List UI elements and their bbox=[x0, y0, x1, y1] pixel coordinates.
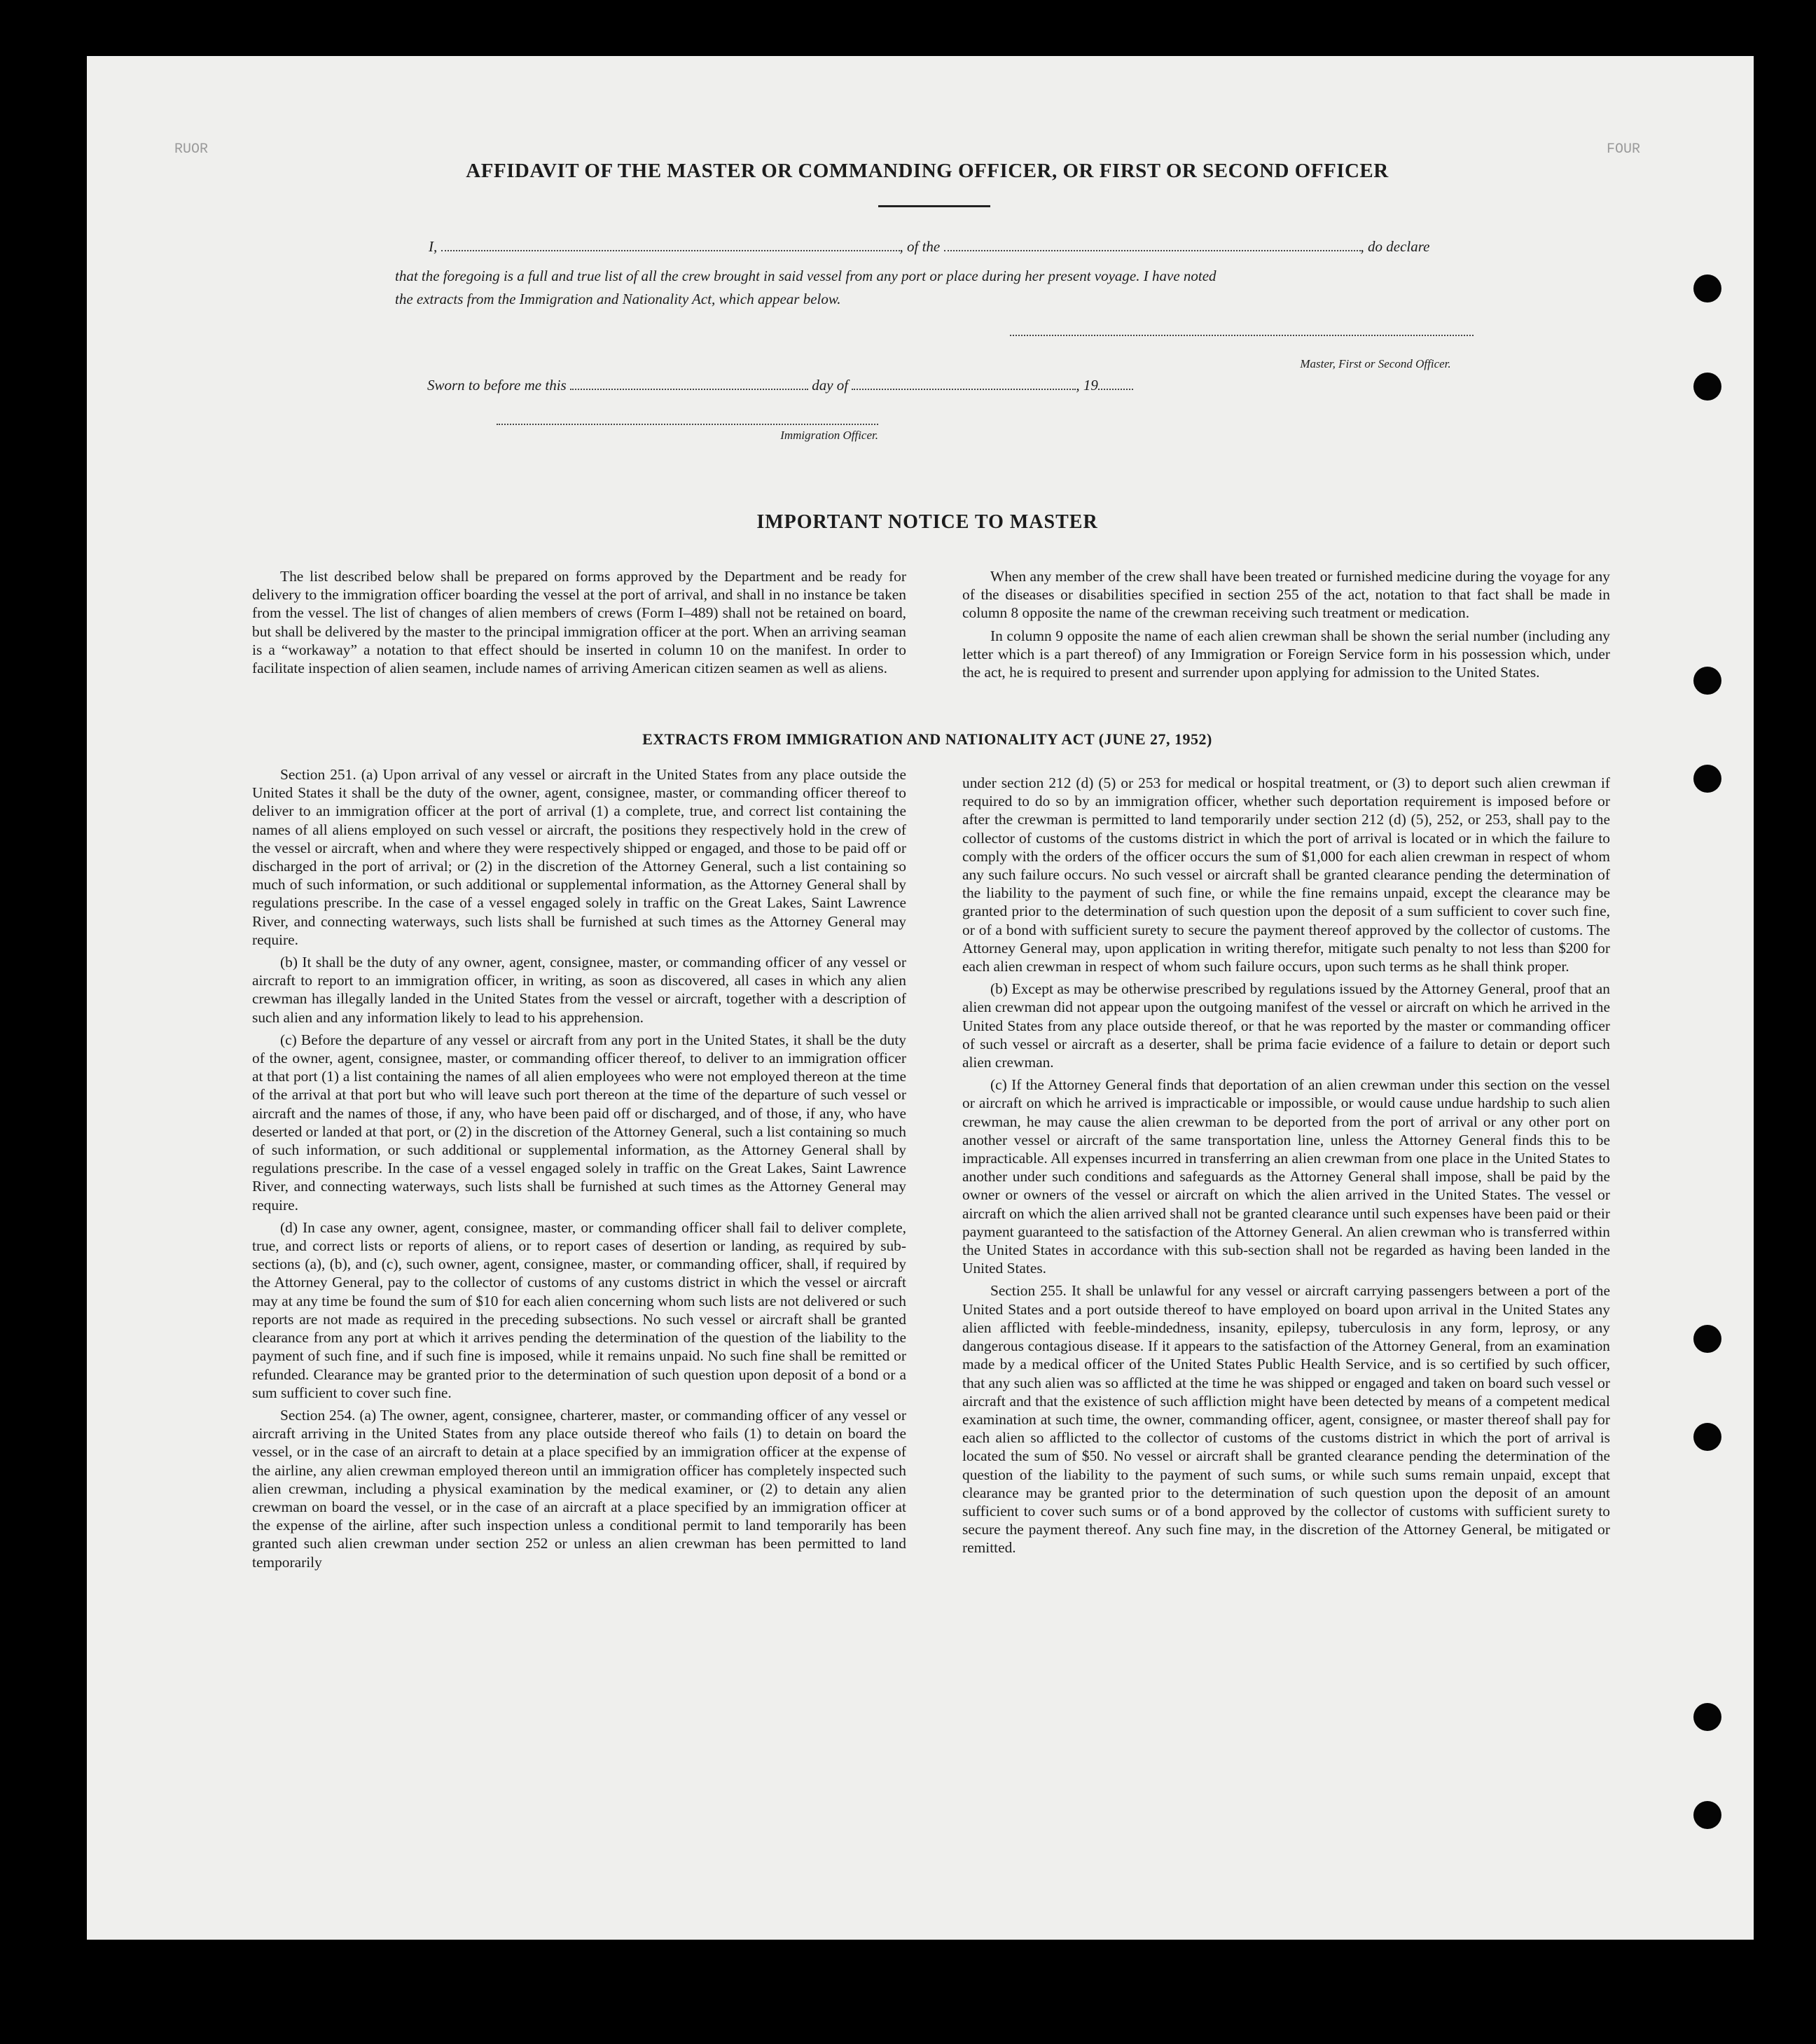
document-page bbox=[87, 56, 1754, 1940]
extracts-title: EXTRACTS FROM IMMIGRATION AND NATIONALITY ACT (JUNE 27, 1952) bbox=[642, 730, 1212, 748]
notice-title: IMPORTANT NOTICE TO MASTER bbox=[756, 511, 1098, 533]
section-254-c: (c) If the Attorney General finds that deportation of an alien crewman under this section on the vessel or aircraft on which he arrived is impracticable or impossible, or would cause undue hardship to such alien crewman, he may cause the alien crewman to be deported from the port of arrival or any other port on another vessel or aircraft of the same transportation line, unless the Attorney General finds this to be impracticable. All expenses incurred in transferring an alien crewman from one place in the United States to another under such conditions and safeguards as the Attorney General shall impose, shall be paid by the owner or owners of the vessel or aircraft on which the alien arrived in the United States. The vessel or aircraft on which the alien arrived shall not be granted clearance until such expenses have been paid or their payment guaranteed to the satisfaction of the Attorney General. An alien crewman who is transferred within the United States in accordance with this sub-section shall not be regarded as having been landed in the United States. bbox=[962, 1076, 1610, 1277]
notice-right-paragraph-1: When any member of the crew shall have been treated or furnished medicine during the voyage for any of the diseases or disabilities specified in section 255 of the act, notation to that fact shall be made in column 8 opposite the name of the crewman receiving such treatment or medication. bbox=[962, 568, 1610, 622]
affidavit-i-label: I, bbox=[429, 238, 438, 255]
section-254-b: (b) Except as may be otherwise prescribed by regulations issued by the Attorney General, proof that an alien crewman did not appear upon the outgoing manifest of the vessel or aircraft on which he arrived in the United States from any place outside thereof, or that he was reported by the master or commanding officer of such vessel or aircraft as a deserter, shall be prima facie evidence of a failure to detain or deport such alien crewman. bbox=[962, 980, 1610, 1071]
binder-hole bbox=[1693, 1801, 1721, 1829]
binder-hole bbox=[1693, 274, 1721, 303]
notice-left-paragraph: The list described below shall be prepared on forms approved by the Department and be ready for delivery to the immigration officer boarding the vessel at the port of arrival, and shall in no instance be taken from the vessel. The list of changes of alien members of crews (Form I–489) shall not be retained on board, but shall be delivered by the master to the principal immigration officer at the port. When an arriving seaman is a “workaway” a notation to that effect should be inserted in column 10 on the manifest. In order to facilitate inspection of alien seamen, include names of arriving American citizen seamen as well as aliens. bbox=[252, 568, 906, 677]
extracts-right-column bbox=[962, 774, 1610, 1562]
vessel-field[interactable] bbox=[944, 250, 1361, 251]
binder-hole bbox=[1693, 1423, 1721, 1451]
sworn-date-field[interactable] bbox=[570, 389, 808, 390]
section-251-c: (c) Before the departure of any vessel or aircraft from any port in the United States, it shall be the duty of the owner, agent, consignee, master, or commanding officer thereof, to deliver to an immigration officer at that port (1) a list containing the names of all alien employees who were not employed thereon at the time of the arrival at that port but who will leave such port thereon at the time of the departure of such vessel or aircraft and the names of those, if any, who have been paid off or discharged, and of those, if any, who have deserted or landed at that port, or (2) in the discretion of the Attorney General, such a list containing so much of such information, or such additional or supplemental information, as the Attorney General shall by regulations prescribe. In the case of a vessel engaged solely in traffic on the Great Lakes, Saint Lawrence River, and connecting waterways, such lists shall be furnished at such times as the Attorney General may require. bbox=[252, 1031, 906, 1214]
sworn-label: Sworn to before me this bbox=[427, 377, 567, 394]
month-field[interactable] bbox=[852, 389, 1076, 390]
title-underline bbox=[878, 205, 990, 207]
notice-right-paragraph-2: In column 9 opposite the name of each alien crewman shall be shown the serial number (including any letter which is a part thereof) of any Immigration or Foreign Service form in his possession which, under the act, he is required to present and surrender upon applying for admission to the United States. bbox=[962, 627, 1610, 681]
affidavit-title: AFFIDAVIT OF THE MASTER OR COMMANDING OFFICER, OR FIRST OR SECOND OFFICER bbox=[466, 160, 1389, 182]
affidavit-statement-1: that the foregoing is a full and true list of all the crew brought in said vessel from any port or place during her present voyage. I have noted bbox=[395, 267, 1217, 284]
binder-hole bbox=[1693, 1325, 1721, 1353]
day-of-label: day of bbox=[812, 377, 849, 394]
year-prefix: , 19 bbox=[1076, 377, 1098, 394]
bleedthrough-left: RUOR bbox=[174, 141, 209, 158]
section-255: Section 255. It shall be unlawful for any vessel or aircraft carrying passengers between a port of the United States and a port outside thereof to have employed on board upon arrival in the United States any alien afflicted with feeble-mindedness, insanity, epilepsy, tuberculosis in any form, leprosy, or any dangerous contagious disease. If it appears to the satisfaction of the Attorney General, from an examination made by a medical officer of the United States Public Health Service, and is so certified by such officer, that any such alien was so afflicted at the time he was shipped or engaged and taken on board such vessel or aircraft and that the existence of such affliction might have been detected by means of a competent medical examination at such time, the owner, commanding officer, agent, consignee, or master thereof shall pay for each alien so afflicted to the collector of customs of the customs district in which the port of arrival is located the sum of $50. No vessel or aircraft shall be granted clearance pending the determination of the question of the liability to the payment of such sums, or while such sums remain unpaid, except that clearance may be granted prior to the determination of such question upon the deposit of an amount sufficient to cover such sums or of a bond approved by the collector of customs with sufficient surety to secure the payment thereof. Any such fine may, in the discretion of the Attorney General, be mitigated or remitted. bbox=[962, 1282, 1610, 1557]
affidavit-declaration-line bbox=[429, 238, 1563, 256]
section-254-a: Section 254. (a) The owner, agent, consignee, charterer, master, or commanding officer of any vessel or aircraft arriving in the United States from any place outside thereof who fails (1) to detain on board the vessel, or in the case of an aircraft to detain at a place specified by an immigration officer at the expense of the airline, any alien crewman employed thereon until an immigration officer has completely inspected such alien crewman, including a physical examination by the medical examiner, or (2) to detain any alien crewman on board the vessel, or in the case of an aircraft at a place specified by an immigration officer at the expense of the airline, after such inspection unless a conditional permit to land temporarily has been granted such alien crewman under section 252 or unless an alien crewman has been permitted to land temporarily bbox=[252, 1406, 906, 1571]
signature-caption: Master, First or Second Officer. bbox=[1300, 357, 1451, 370]
officer-caption: Immigration Officer. bbox=[780, 429, 878, 442]
officer-signature-line[interactable] bbox=[497, 424, 878, 425]
section-251-d: (d) In case any owner, agent, consignee, master, or commanding officer shall fail to deliver complete, true, and correct lists or reports of aliens, or to report cases of desertion or landing, as required by sub-sections (a), (b), and (c), such owner, agent, consignee, master, or commanding officer, shall, if required by the Attorney General, pay to the collector of customs of any customs district in which the vessel or aircraft may at any time be found the sum of $10 for each alien concerning whom such lists are not delivered or such reports are not made as required in the preceding subsections. No such vessel or aircraft shall be granted clearance from any port at which it arrives pending the determination of the question of the liability to the payment of such fine, and if such fine is imposed, while it remains unpaid. No such fine shall be remitted or refunded. Clearance may be granted prior to the determination of such question upon deposit of a bond or a sum sufficient to cover such fine. bbox=[252, 1218, 906, 1401]
affidavit-of-the-label: , of the bbox=[899, 238, 941, 255]
notice-left-column bbox=[252, 567, 906, 681]
binder-hole bbox=[1693, 373, 1721, 401]
section-251-a: Section 251. (a) Upon arrival of any vessel or aircraft in the United States from any place outside the United States it shall be the duty of the owner, agent, consignee, master, or commanding officer thereof to deliver to an immigration officer at the port of arrival (1) a complete, true, and correct list containing the names of all aliens employed on such vessel or aircraft, the positions they respectively hold in the crew of the vessel or aircraft, when and where they were respectively shipped or engaged, and those to be paid off or discharged in the port of arrival; or (2) in the discretion of the Attorney General, such a list containing so much of such information, or such additional or supplemental information, as the Attorney General shall by regulations prescribe. In the case of a vessel engaged solely in traffic on the Great Lakes, Saint Lawrence River, and connecting waterways, such lists shall be furnished at such times as the Attorney General may require. bbox=[252, 766, 906, 948]
binder-hole bbox=[1693, 765, 1721, 793]
notice-right-column bbox=[962, 567, 1610, 686]
year-field[interactable] bbox=[1098, 389, 1133, 390]
affidavit-statement-2: the extracts from the Immigration and Nationality Act, which appear below. bbox=[395, 291, 841, 307]
extracts-left-column bbox=[252, 765, 906, 1576]
section-251-b: (b) It shall be the duty of any owner, agent, consignee, master, or commanding officer of any vessel or aircraft to report to an immigration officer, in writing, as soon as discovered, all cases in which any alien crewman has illegally landed in the United States from the vessel or aircraft, together with a description of such alien and any information likely to lead to his apprehension. bbox=[252, 954, 906, 1026]
sworn-line bbox=[427, 377, 1338, 394]
signature-line[interactable] bbox=[1010, 335, 1474, 336]
bleedthrough-right: FOUR bbox=[1607, 141, 1641, 158]
section-254-a-continued: under section 212 (d) (5) or 253 for medical or hospital treatment, or (3) to deport such alien crewman if required to do so by an immigration officer, whether such deportation requirement is imposed before or after the crewman is permitted to land temporarily under section 212 (d) (5), 252, or 253, shall pay to the collector of customs of the customs district in which the port of arrival is located or in which the failure to comply with the orders of the officer occurs the sum of $1,000 for each alien crewman in respect of whom any such failure occurs. No such vessel or aircraft shall be granted clearance pending the determination of the liability to the payment of such fine, or while the fine remains unpaid, except the clearance may be granted prior to the determination of such question upon the deposit of a sum sufficient to cover such fine, or of a bond with sufficient surety to secure the payment thereof approved by the collector of customs. The Attorney General may, upon application in writing therefor, mitigate such penalty to not less than $200 for each alien crewman in respect of whom such failure occurs, upon such terms as he shall think proper. bbox=[962, 774, 1610, 975]
binder-hole bbox=[1693, 667, 1721, 695]
affidavit-declare-label: , do declare bbox=[1360, 238, 1430, 255]
name-field[interactable] bbox=[441, 250, 900, 251]
binder-hole bbox=[1693, 1703, 1721, 1731]
